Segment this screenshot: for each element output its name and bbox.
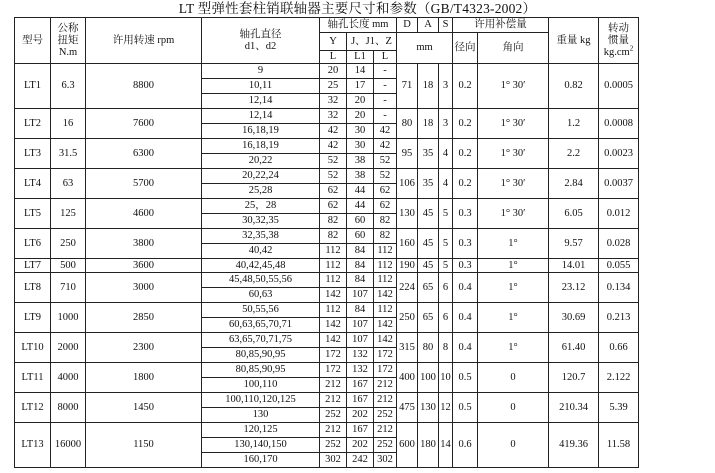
length-j-cell: 112 [374,273,397,288]
bore-diameter-cell: 160,170 [202,453,320,468]
length-y-cell: 62 [320,184,347,199]
length-l1-cell: 132 [347,348,374,363]
table-row [15,199,639,214]
radial-cell: 0.5 [453,363,478,393]
length-j-cell: 172 [374,348,397,363]
angular-cell: 1° 30′ [478,199,549,229]
speed-cell: 8800 [86,64,202,109]
weight-cell: 30.69 [549,303,599,333]
header-inertia-line2: 惯量 [608,34,629,46]
length-l1-cell: 30 [347,139,374,154]
inertia-cell: 0.0008 [599,109,639,139]
torque-cell: 1000 [51,303,86,333]
length-y-cell: 52 [320,169,347,184]
length-l1-cell: 167 [347,423,374,438]
angular-cell: 1° 30′ [478,169,549,199]
length-y-cell: 82 [320,214,347,229]
length-j-cell: 172 [374,363,397,378]
angular-cell: 0 [478,393,549,423]
length-l1-cell: 20 [347,109,374,124]
length-l1-cell: 44 [347,199,374,214]
header-mm: mm [397,33,453,64]
length-j-cell: - [374,94,397,109]
D-cell: 160 [397,229,418,259]
speed-cell: 1450 [86,393,202,423]
length-l1-cell: 167 [347,393,374,408]
weight-cell: 2.84 [549,169,599,199]
header-bore-length: 轴孔长度 mm [320,18,397,33]
length-l1-cell: 84 [347,259,374,273]
length-y-cell: 62 [320,199,347,214]
angular-cell: 1° 30′ [478,109,549,139]
D-cell: 80 [397,109,418,139]
speed-cell: 4600 [86,199,202,229]
S-cell: 14 [439,423,453,468]
header-inertia-line3: kg.cm [603,46,630,58]
table-row [15,273,639,288]
bore-diameter-cell: 16,18,19 [202,139,320,154]
angular-cell: 1° [478,333,549,363]
inertia-cell: 0.028 [599,229,639,259]
bore-diameter-cell: 80,85,90,95 [202,348,320,363]
header-Y: Y [320,33,347,51]
radial-cell: 0.5 [453,393,478,423]
length-y-cell: 252 [320,438,347,453]
D-cell: 315 [397,333,418,363]
length-j-cell: 212 [374,378,397,393]
header-inertia-sup: 2 [629,44,634,52]
header-inertia-unit [599,44,638,59]
S-cell: 4 [439,169,453,199]
model-cell: LT10 [15,333,51,363]
D-cell: 400 [397,363,418,393]
bore-diameter-cell: 20,22,24 [202,169,320,184]
angular-cell: 0 [478,423,549,468]
length-y-cell: 212 [320,378,347,393]
torque-cell: 8000 [51,393,86,423]
length-y-cell: 25 [320,79,347,94]
length-j-cell: 142 [374,333,397,348]
length-y-cell: 142 [320,288,347,303]
weight-cell: 210.34 [549,393,599,423]
speed-cell: 2300 [86,333,202,363]
bore-diameter-cell: 30,32,35 [202,214,320,229]
length-y-cell: 42 [320,124,347,139]
table-row [15,333,639,348]
speed-cell: 2850 [86,303,202,333]
length-y-cell: 302 [320,453,347,468]
length-y-cell: 142 [320,333,347,348]
weight-cell: 61.40 [549,333,599,363]
radial-cell: 0.4 [453,333,478,363]
model-cell: LT12 [15,393,51,423]
torque-cell: 125 [51,199,86,229]
bore-diameter-cell: 120,125 [202,423,320,438]
length-y-cell: 212 [320,423,347,438]
S-cell: 3 [439,64,453,109]
S-cell: 5 [439,229,453,259]
length-y-cell: 142 [320,318,347,333]
torque-cell: 16000 [51,423,86,468]
weight-cell: 23.12 [549,273,599,303]
weight-cell: 1.2 [549,109,599,139]
torque-cell: 31.5 [51,139,86,169]
length-l1-cell: 60 [347,214,374,229]
bore-diameter-cell: 80,85,90,95 [202,363,320,378]
inertia-cell: 0.213 [599,303,639,333]
length-l1-cell: 107 [347,288,374,303]
length-l1-cell: 84 [347,303,374,318]
length-l1-cell: 30 [347,124,374,139]
torque-cell: 6.3 [51,64,86,109]
coupling-spec-table [14,17,639,468]
model-cell: LT11 [15,363,51,393]
bore-diameter-cell: 63,65,70,71,75 [202,333,320,348]
bore-diameter-cell: 25，28 [202,199,320,214]
length-j-cell: 112 [374,244,397,259]
model-cell: LT6 [15,229,51,259]
length-j-cell: 252 [374,408,397,423]
table-row [15,139,639,154]
D-cell: 250 [397,303,418,333]
bore-diameter-cell: 40,42,45,48 [202,259,320,273]
header-bore [202,18,320,64]
length-j-cell: 82 [374,229,397,244]
table-row [15,393,639,408]
A-cell: 45 [418,229,439,259]
table-row [15,109,639,124]
header-speed: 许用转速 rpm [86,18,202,64]
length-y-cell: 112 [320,303,347,318]
length-l1-cell: 132 [347,363,374,378]
speed-cell: 6300 [86,139,202,169]
table-row [15,363,639,378]
length-l1-cell: 44 [347,184,374,199]
table-row [15,229,639,244]
header-A: A [418,18,439,33]
D-cell: 190 [397,259,418,273]
D-cell: 106 [397,169,418,199]
angular-cell: 1° [478,303,549,333]
bore-diameter-cell: 10,11 [202,79,320,94]
length-l1-cell: 167 [347,378,374,393]
radial-cell: 0.3 [453,259,478,273]
weight-cell: 6.05 [549,199,599,229]
speed-cell: 5700 [86,169,202,199]
length-l1-cell: 17 [347,79,374,94]
radial-cell: 0.2 [453,109,478,139]
inertia-cell: 0.134 [599,273,639,303]
length-j-cell: 62 [374,184,397,199]
header-model: 型号 [15,18,51,64]
bore-diameter-cell: 12,14 [202,109,320,124]
model-cell: LT13 [15,423,51,468]
speed-cell: 7600 [86,109,202,139]
bore-diameter-cell: 100,110,120,125 [202,393,320,408]
speed-cell: 1800 [86,363,202,393]
torque-cell: 4000 [51,363,86,393]
length-l1-cell: 38 [347,154,374,169]
length-l1-cell: 14 [347,64,374,79]
radial-cell: 0.6 [453,423,478,468]
A-cell: 65 [418,303,439,333]
weight-cell: 2.2 [549,139,599,169]
inertia-cell: 0.66 [599,333,639,363]
A-cell: 65 [418,273,439,303]
bore-diameter-cell: 25,28 [202,184,320,199]
length-j-cell: 112 [374,303,397,318]
A-cell: 100 [418,363,439,393]
length-l1-cell: 242 [347,453,374,468]
radial-cell: 0.3 [453,229,478,259]
S-cell: 12 [439,393,453,423]
bore-diameter-cell: 40,42 [202,244,320,259]
length-j-cell: 112 [374,259,397,273]
length-l1-cell: 202 [347,408,374,423]
length-j-cell: 302 [374,453,397,468]
weight-cell: 120.7 [549,363,599,393]
S-cell: 10 [439,363,453,393]
header-inertia [599,18,639,64]
length-l1-cell: 38 [347,169,374,184]
bore-diameter-cell: 12,14 [202,94,320,109]
length-j-cell: - [374,79,397,94]
inertia-cell: 0.0005 [599,64,639,109]
model-cell: LT8 [15,273,51,303]
length-j-cell: 82 [374,214,397,229]
length-j-cell: 212 [374,393,397,408]
S-cell: 4 [439,139,453,169]
D-cell: 71 [397,64,418,109]
angular-cell: 1° [478,273,549,303]
table-row [15,64,639,79]
radial-cell: 0.4 [453,303,478,333]
table-row [15,303,639,318]
length-y-cell: 112 [320,244,347,259]
length-l1-cell: 202 [347,438,374,453]
length-j-cell: - [374,64,397,79]
header-compensation: 许用补偿量 [453,18,549,33]
header-torque [51,18,86,64]
A-cell: 18 [418,64,439,109]
inertia-cell: 2.122 [599,363,639,393]
S-cell: 3 [439,109,453,139]
D-cell: 130 [397,199,418,229]
length-j-cell: 252 [374,438,397,453]
header-L-Y: L [320,51,347,64]
header-radial: 径向 [453,33,478,64]
A-cell: 45 [418,199,439,229]
S-cell: 6 [439,303,453,333]
length-y-cell: 172 [320,348,347,363]
angular-cell: 1° [478,259,549,273]
torque-cell: 250 [51,229,86,259]
weight-cell: 14.01 [549,259,599,273]
length-l1-cell: 107 [347,333,374,348]
inertia-cell: 0.0037 [599,169,639,199]
model-cell: LT4 [15,169,51,199]
table-row [15,259,639,273]
A-cell: 180 [418,423,439,468]
speed-cell: 3800 [86,229,202,259]
speed-cell: 1150 [86,423,202,468]
model-cell: LT7 [15,259,51,273]
header-S: S [439,18,453,33]
torque-cell: 63 [51,169,86,199]
D-cell: 224 [397,273,418,303]
bore-diameter-cell: 32,35,38 [202,229,320,244]
S-cell: 6 [439,273,453,303]
inertia-cell: 5.39 [599,393,639,423]
angular-cell: 1° 30′ [478,139,549,169]
length-l1-cell: 20 [347,94,374,109]
angular-cell: 1° 30′ [478,64,549,109]
S-cell: 8 [439,333,453,363]
length-y-cell: 172 [320,363,347,378]
header-torque-text: 公称 扭矩 N.m [57,22,79,58]
bore-diameter-cell: 20,22 [202,154,320,169]
header-inertia-line1: 转动 [608,22,629,34]
length-y-cell: 252 [320,408,347,423]
A-cell: 18 [418,109,439,139]
length-l1-cell: 84 [347,273,374,288]
model-cell: LT5 [15,199,51,229]
model-cell: LT2 [15,109,51,139]
torque-cell: 500 [51,259,86,273]
A-cell: 35 [418,139,439,169]
length-j-cell: - [374,109,397,124]
bore-diameter-cell: 60,63 [202,288,320,303]
D-cell: 95 [397,139,418,169]
S-cell: 5 [439,199,453,229]
table-row [15,169,639,184]
length-y-cell: 32 [320,109,347,124]
length-y-cell: 112 [320,259,347,273]
length-y-cell: 42 [320,139,347,154]
header-weight: 重量 kg [549,18,599,64]
model-cell: LT1 [15,64,51,109]
length-l1-cell: 60 [347,229,374,244]
radial-cell: 0.2 [453,139,478,169]
length-j-cell: 52 [374,154,397,169]
header-angular: 角向 [478,33,549,64]
length-y-cell: 212 [320,393,347,408]
length-l1-cell: 84 [347,244,374,259]
weight-cell: 0.82 [549,64,599,109]
length-y-cell: 112 [320,273,347,288]
bore-diameter-cell: 60,63,65,70,71 [202,318,320,333]
S-cell: 5 [439,259,453,273]
bore-diameter-cell: 45,48,50,55,56 [202,273,320,288]
weight-cell: 419.36 [549,423,599,468]
bore-diameter-cell: 130 [202,408,320,423]
length-y-cell: 82 [320,229,347,244]
bore-diameter-cell: 100,110 [202,378,320,393]
weight-cell: 9.57 [549,229,599,259]
bore-diameter-cell: 9 [202,64,320,79]
A-cell: 80 [418,333,439,363]
length-y-cell: 52 [320,154,347,169]
inertia-cell: 0.012 [599,199,639,229]
radial-cell: 0.3 [453,199,478,229]
D-cell: 600 [397,423,418,468]
angular-cell: 1° [478,229,549,259]
D-cell: 475 [397,393,418,423]
radial-cell: 0.2 [453,64,478,109]
header-L1: L1 [347,51,374,64]
bore-diameter-cell: 50,55,56 [202,303,320,318]
A-cell: 130 [418,393,439,423]
header-D: D [397,18,418,33]
length-y-cell: 32 [320,94,347,109]
A-cell: 35 [418,169,439,199]
length-j-cell: 142 [374,318,397,333]
angular-cell: 0 [478,363,549,393]
speed-cell: 3600 [86,259,202,273]
torque-cell: 16 [51,109,86,139]
length-j-cell: 42 [374,139,397,154]
length-j-cell: 42 [374,124,397,139]
length-l1-cell: 107 [347,318,374,333]
inertia-cell: 0.0023 [599,139,639,169]
length-j-cell: 142 [374,288,397,303]
speed-cell: 3000 [86,273,202,303]
radial-cell: 0.2 [453,169,478,199]
header-JJ1Z: J、J1、Z [347,33,397,51]
inertia-cell: 0.055 [599,259,639,273]
length-y-cell: 20 [320,64,347,79]
length-j-cell: 52 [374,169,397,184]
bore-diameter-cell: 130,140,150 [202,438,320,453]
inertia-cell: 11.58 [599,423,639,468]
torque-cell: 2000 [51,333,86,363]
table-title: LT 型弹性套柱销联轴器主要尺寸和参数（GB/T4323-2002） [178,1,537,16]
bore-diameter-cell: 16,18,19 [202,124,320,139]
length-j-cell: 212 [374,423,397,438]
A-cell: 45 [418,259,439,273]
model-cell: LT3 [15,139,51,169]
header-bore-text: 轴孔直径 d1、d2 [239,28,282,52]
length-j-cell: 62 [374,199,397,214]
table-row [15,423,639,438]
model-cell: LT9 [15,303,51,333]
radial-cell: 0.4 [453,273,478,303]
header-L-J: L [374,51,397,64]
torque-cell: 710 [51,273,86,303]
